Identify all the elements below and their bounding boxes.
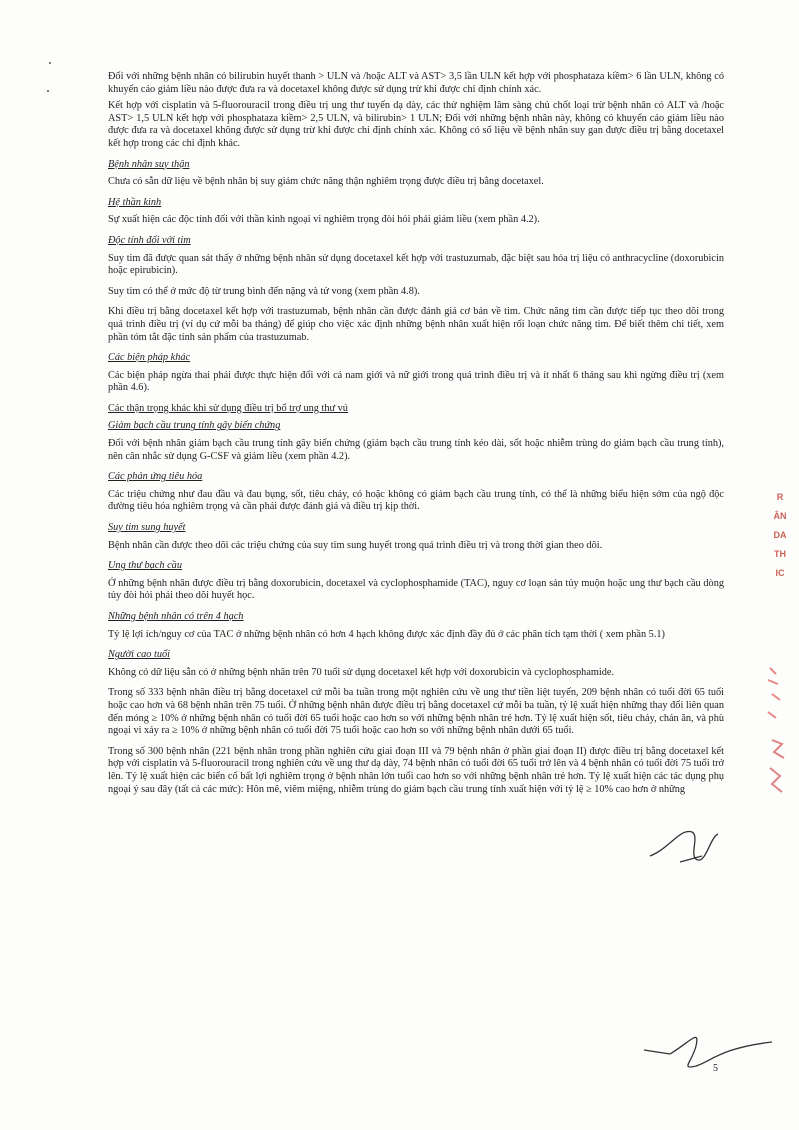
paragraph: Suy tim có thể ở mức độ từ trung bình đến nặng và tử vong (xem phần 4.8).: [108, 285, 420, 297]
paragraph: Các biện pháp ngừa thai phải được thực hiện đối với cả nam giới và nữ giới trong quá trình điều trị và ít nhất 6 tháng sau khi ngừng điều trị (xem phần 4.6).: [108, 369, 724, 394]
paragraph: Trong số 333 bệnh nhân điều trị bằng docetaxel cứ mỗi ba tuần trong một nghiên cứu về ung thư tiền liệt tuyến, 209 bệnh nhân có tuổi đời 65 tuổi hoặc cao hơn và 68 bệnh nhân trên 75 tuổi. Ở những bệnh nhân được điều trị bằng docetaxel cứ mỗi ba tuần, tỷ lệ xuất hiện những thay đổi liên quan đến móng ≥ 10% ở những bệnh nhân có tuổi đời 65 tuổi hoặc cao hơn so với những bệnh nhân trẻ hơn. Tỷ lệ xuất hiện sốt, tiêu chảy, chán ăn, và phù ngoại vi xảy ra ≥ 10% ở những bệnh nhân có tuổi đời 75 tuổi hoặc cao hơn so với những bệnh nhân dưới 65 tuổi.: [108, 687, 724, 737]
paragraph: Trong số 300 bệnh nhân (221 bệnh nhân trong phần nghiên cứu giai đoạn III và 79 bệnh nhân ở phần giai đoạn II) được điều trị bằng docetaxel kết hợp với cisplatin và 5-fluorouracil trong nghiên cứu về ung thư dạ dày, 74 bệnh nhân có tuổi đời 65 tuổi trở lên và 4 bệnh nhân có tuổi đời 75 tuổi trở lên. Tỷ lệ xuất hiện các biến cố bất lợi nghiêm trọng ở bệnh nhân lớn tuổi cao hơn so với những bệnh nhân trẻ hơn. Tỷ lệ xuất hiện các tác dụng phụ ngoại ý sau đây (tất cả các mức): Hôn mê, viêm miệng, nhiễm trùng do giảm bạch cầu trung tính xuất hiện với tỷ lệ ≥ 10% cao hơn ở những: [108, 745, 724, 795]
paragraph: Đối với bệnh nhân giảm bạch cầu trung tính gây biến chứng (giảm bạch cầu trung tính kéo dài, sốt hoặc nhiễm trùng do giảm bạch cầu trung tính), nên cân nhắc sử dụng G-CSF và giảm liều (xem phần 4.2).: [108, 438, 724, 462]
seal-fragment-icon: [762, 660, 792, 810]
paragraph: Chưa có sẵn dữ liệu về bệnh nhân bị suy giảm chức năng thận nghiêm trọng được điều trị bằng docetaxel.: [108, 176, 544, 188]
section-heading: Các phản ứng tiêu hóa: [108, 471, 203, 483]
stamp-letter: R: [776, 492, 784, 502]
section-heading: Độc tính đối với tim: [108, 234, 191, 246]
section-heading: Suy tim sung huyết: [108, 522, 186, 534]
paragraph: Sự xuất hiện các độc tính đối với thần kinh ngoại vi nghiêm trọng đòi hỏi phải giảm liều (xem phần 4.2).: [108, 214, 540, 226]
page-number: 5: [713, 1063, 718, 1074]
document-body: [108, 71, 724, 804]
signature-icon: [640, 1028, 780, 1088]
stamp-letter: ÂN: [773, 511, 787, 521]
stamp-letter: TH: [774, 549, 786, 559]
paragraph: Kết hợp với cisplatin và 5-fluorouracil trong điều trị ung thư tuyến dạ dày, các thử nghiệm lâm sàng chủ chốt loại trừ bệnh nhân có ALT và /hoặc AST> 1,5 ULN kết hợp với phosphataza kiềm> 2,5 ULN, và bilirubin> 1 ULN; Đối với những bệnh nhân này, không có khuyến cáo giảm liều nào được đưa ra và docetaxel không được sử dụng trừ khi được chỉ định chính xác. Không có số liệu về bệnh nhân suy gan được điều trị bằng docetaxel kết hợp trong các chỉ định khác.: [108, 100, 724, 149]
section-heading: Hệ thần kinh: [108, 196, 162, 208]
paragraph: Khi điều trị bằng docetaxel kết hợp với trastuzumab, bệnh nhân cần được đánh giá cơ bản về tim. Chức năng tim cần được tiếp tục theo dõi trong quá trình điều trị (ví dụ cứ mỗi ba tháng) để giúp cho việc xác định những bệnh nhân xuất hiện rối loạn chức năng tim. Để biết thêm chi tiết, xem phần tóm tắt đặc tính sản phẩm của trastuzumab.: [108, 306, 724, 343]
scan-dot: [49, 62, 51, 64]
section-heading: Các thận trọng khác khi sử dụng điều trị bổ trợ ung thư vú: [108, 402, 348, 414]
paragraph: Bệnh nhân cần được theo dõi các triệu chứng của suy tim sung huyết trong quá trình điều trị và trong thời gian theo dõi.: [108, 539, 603, 551]
paragraph: Ở những bệnh nhân được điều trị bằng doxorubicin, docetaxel và cyclophosphamide (TAC), nguy cơ loạn sản tủy muộn hoặc ung thư bạch cầu dòng tủy đòi hỏi phải theo dõi huyết học.: [108, 577, 724, 602]
section-heading: Bệnh nhân suy thận: [108, 158, 190, 170]
section-heading: Những bệnh nhân có trên 4 hạch: [108, 611, 244, 622]
section-heading: Giảm bạch cầu trung tính gây biến chứng: [108, 420, 281, 432]
section-heading: Ung thư bạch cầu: [108, 560, 182, 572]
paragraph: Các triệu chứng như đau đầu và đau bụng, sốt, tiêu chảy, có hoặc không có giảm bạch cầu trung tính, có thể là những biểu hiện sớm của ngộ độc đường tiêu hóa nghiêm trọng và cần phải được đánh giá và điều trị kịp thời.: [108, 488, 724, 513]
paragraph: Không có dữ liệu sẵn có ở những bệnh nhân trên 70 tuổi sử dụng docetaxel kết hợp với doxorubicin và cyclophosphamide.: [108, 666, 615, 678]
stamp-letter: IC: [775, 568, 785, 578]
scan-dot: [47, 90, 49, 92]
stamp-letter: DA: [773, 530, 787, 540]
margin-stamp: [766, 488, 794, 583]
paragraph: Tỷ lệ lợi ích/nguy cơ của TAC ở những bệnh nhân có hơn 4 hạch không được xác định đầy đủ ở các phân tích tạm thời ( xem phần 5.1): [108, 628, 665, 640]
signature-icon: [640, 818, 750, 878]
section-heading: Các biện pháp khác: [108, 352, 191, 364]
paragraph: Suy tim đã được quan sát thấy ở những bệnh nhân sử dụng docetaxel kết hợp với trastuzumab, đặc biệt sau hóa trị liệu có anthracycline (doxorubicin hoặc epirubicin).: [108, 252, 724, 277]
paragraph: Đối với những bệnh nhân có bilirubin huyết thanh > ULN và /hoặc ALT và AST> 3,5 lần ULN kết hợp với phosphataza kiềm> 6 lần ULN, không có khuyến cáo giảm liều nào được đưa ra và docetaxel không được sử dụng trừ khi được chỉ định chính xác.: [108, 71, 724, 95]
section-heading: Người cao tuổi: [108, 649, 171, 661]
